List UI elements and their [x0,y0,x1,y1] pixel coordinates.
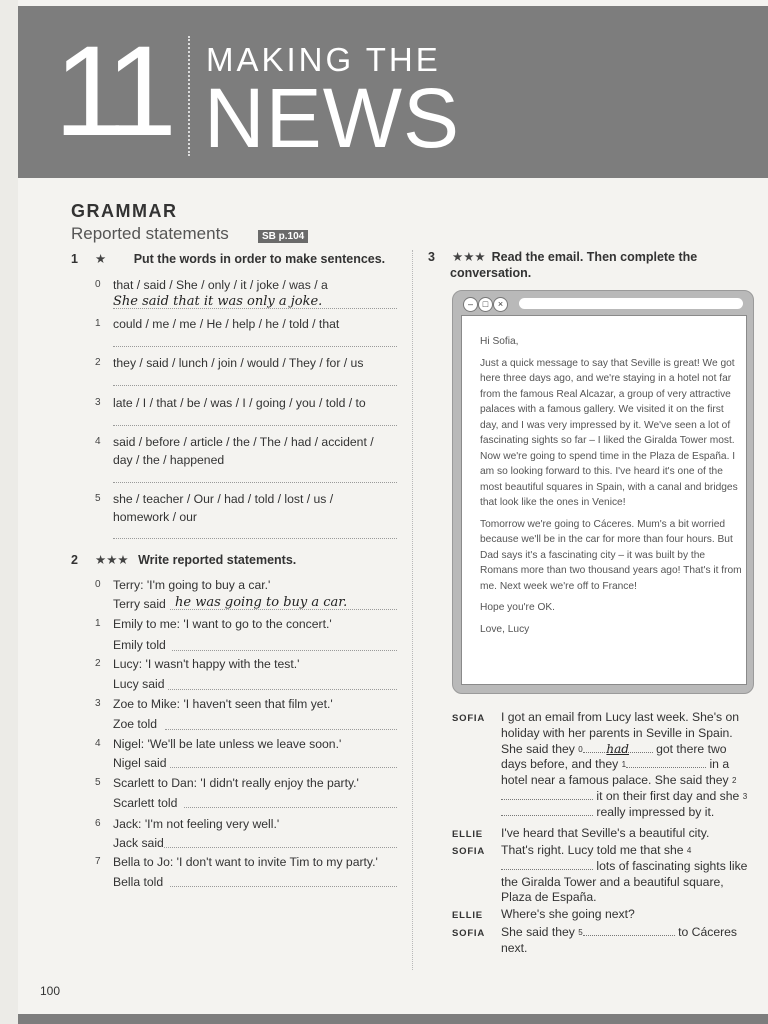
answer-line[interactable] [165,729,397,730]
answer-gap[interactable] [501,805,593,816]
speaker-name: SOFIA [452,846,486,857]
exercise-1-heading [71,251,385,266]
answer-line[interactable] [113,538,397,539]
section-title: GRAMMAR [71,201,178,221]
answer-gap[interactable] [501,859,593,870]
answer-gap[interactable]: had [583,742,653,753]
close-icon: × [493,297,508,312]
page-edge [0,0,18,1024]
exercise-number: 1 [71,252,78,266]
exercise-3-heading [428,249,748,281]
difficulty-stars: ★ [95,252,107,266]
answer-line[interactable] [113,346,397,347]
page-number: 100 [40,984,61,998]
bottom-band [18,1014,768,1024]
section-subtitle: Reported statements [71,224,229,243]
ex1-answer-0: She said that it was only a joke. [113,294,323,309]
answer-line[interactable] [113,385,397,386]
answer-line[interactable] [184,807,397,808]
exercise-2-heading [71,552,296,567]
difficulty-stars: ★★★ [452,250,486,264]
answer-line[interactable] [170,767,397,768]
answer-gap[interactable] [501,789,593,800]
column-divider [412,250,413,970]
speaker-name: SOFIA [452,928,486,939]
exercise-instruction: Write reported statements. [138,553,297,567]
unit-number: 11 [54,20,167,163]
email-text [480,334,742,643]
answer-gap[interactable] [583,925,675,936]
maximize-icon: □ [478,297,493,312]
unit-banner [18,6,768,178]
answer-line[interactable] [172,650,397,651]
email-paragraph: Tomorrow we're going to Cáceres. Mum's a bit worried because we'll be in the car for more than four hours. But Dad says it's a fascinating city – it was built by the Romans more than two thousand years ago! That's it from me. Next week we're off to France! [480,518,742,592]
difficulty-stars: ★★★ [95,553,129,567]
email-window [452,290,754,694]
answer-line[interactable] [170,886,397,887]
email-body [461,315,747,685]
email-paragraph: Hope you're OK. [480,602,555,613]
exercise-instruction: Read the email. Then complete the [491,250,698,264]
minimize-icon: – [463,297,478,312]
speaker-name: ELLIE [452,910,483,921]
email-paragraph: Just a quick message to say that Seville is great! We got here three days ago, and we're staying in a hotel not far from the famous Real Alcazar, a group of very attractive palaces with a famous gallery. We visited it on the first day, and I was very impressed by it. We've seen a lot of fascinating sights so far – I liked the Giralda Tower most. Now we're going to spend time in the Plaza de España. I am so looking forward to this. I've heard it's one of the most beautiful squares in Spain, with a canal and bridges that look like the ones in Venice! [480,357,738,508]
email-greeting: Hi Sofia, [480,336,519,347]
answer-gap[interactable] [626,757,706,768]
answer-line[interactable] [113,425,397,426]
unit-title-line1: MAKING THE [206,41,441,78]
student-book-reference: SB p.104 [258,230,308,243]
banner-divider [188,36,190,156]
email-titlebar [463,297,745,311]
unit-title-line2: NEWS [204,71,460,165]
email-signoff: Love, Lucy [480,623,530,635]
address-bar [519,298,743,309]
answer-line[interactable] [113,482,397,483]
speaker-name: SOFIA [452,713,486,724]
answer-line[interactable] [164,847,397,848]
exercise-number: 3 [428,250,435,264]
speaker-name: ELLIE [452,829,483,840]
exercise-instruction: Put the words in order to make sentences. [133,252,386,266]
ex2-answer-0: he was going to buy a car. [175,595,348,610]
exercise-instruction-cont: conversation. [450,266,532,280]
answer-line[interactable] [170,609,397,610]
answer-line[interactable] [168,689,397,690]
exercise-number: 2 [71,553,78,567]
